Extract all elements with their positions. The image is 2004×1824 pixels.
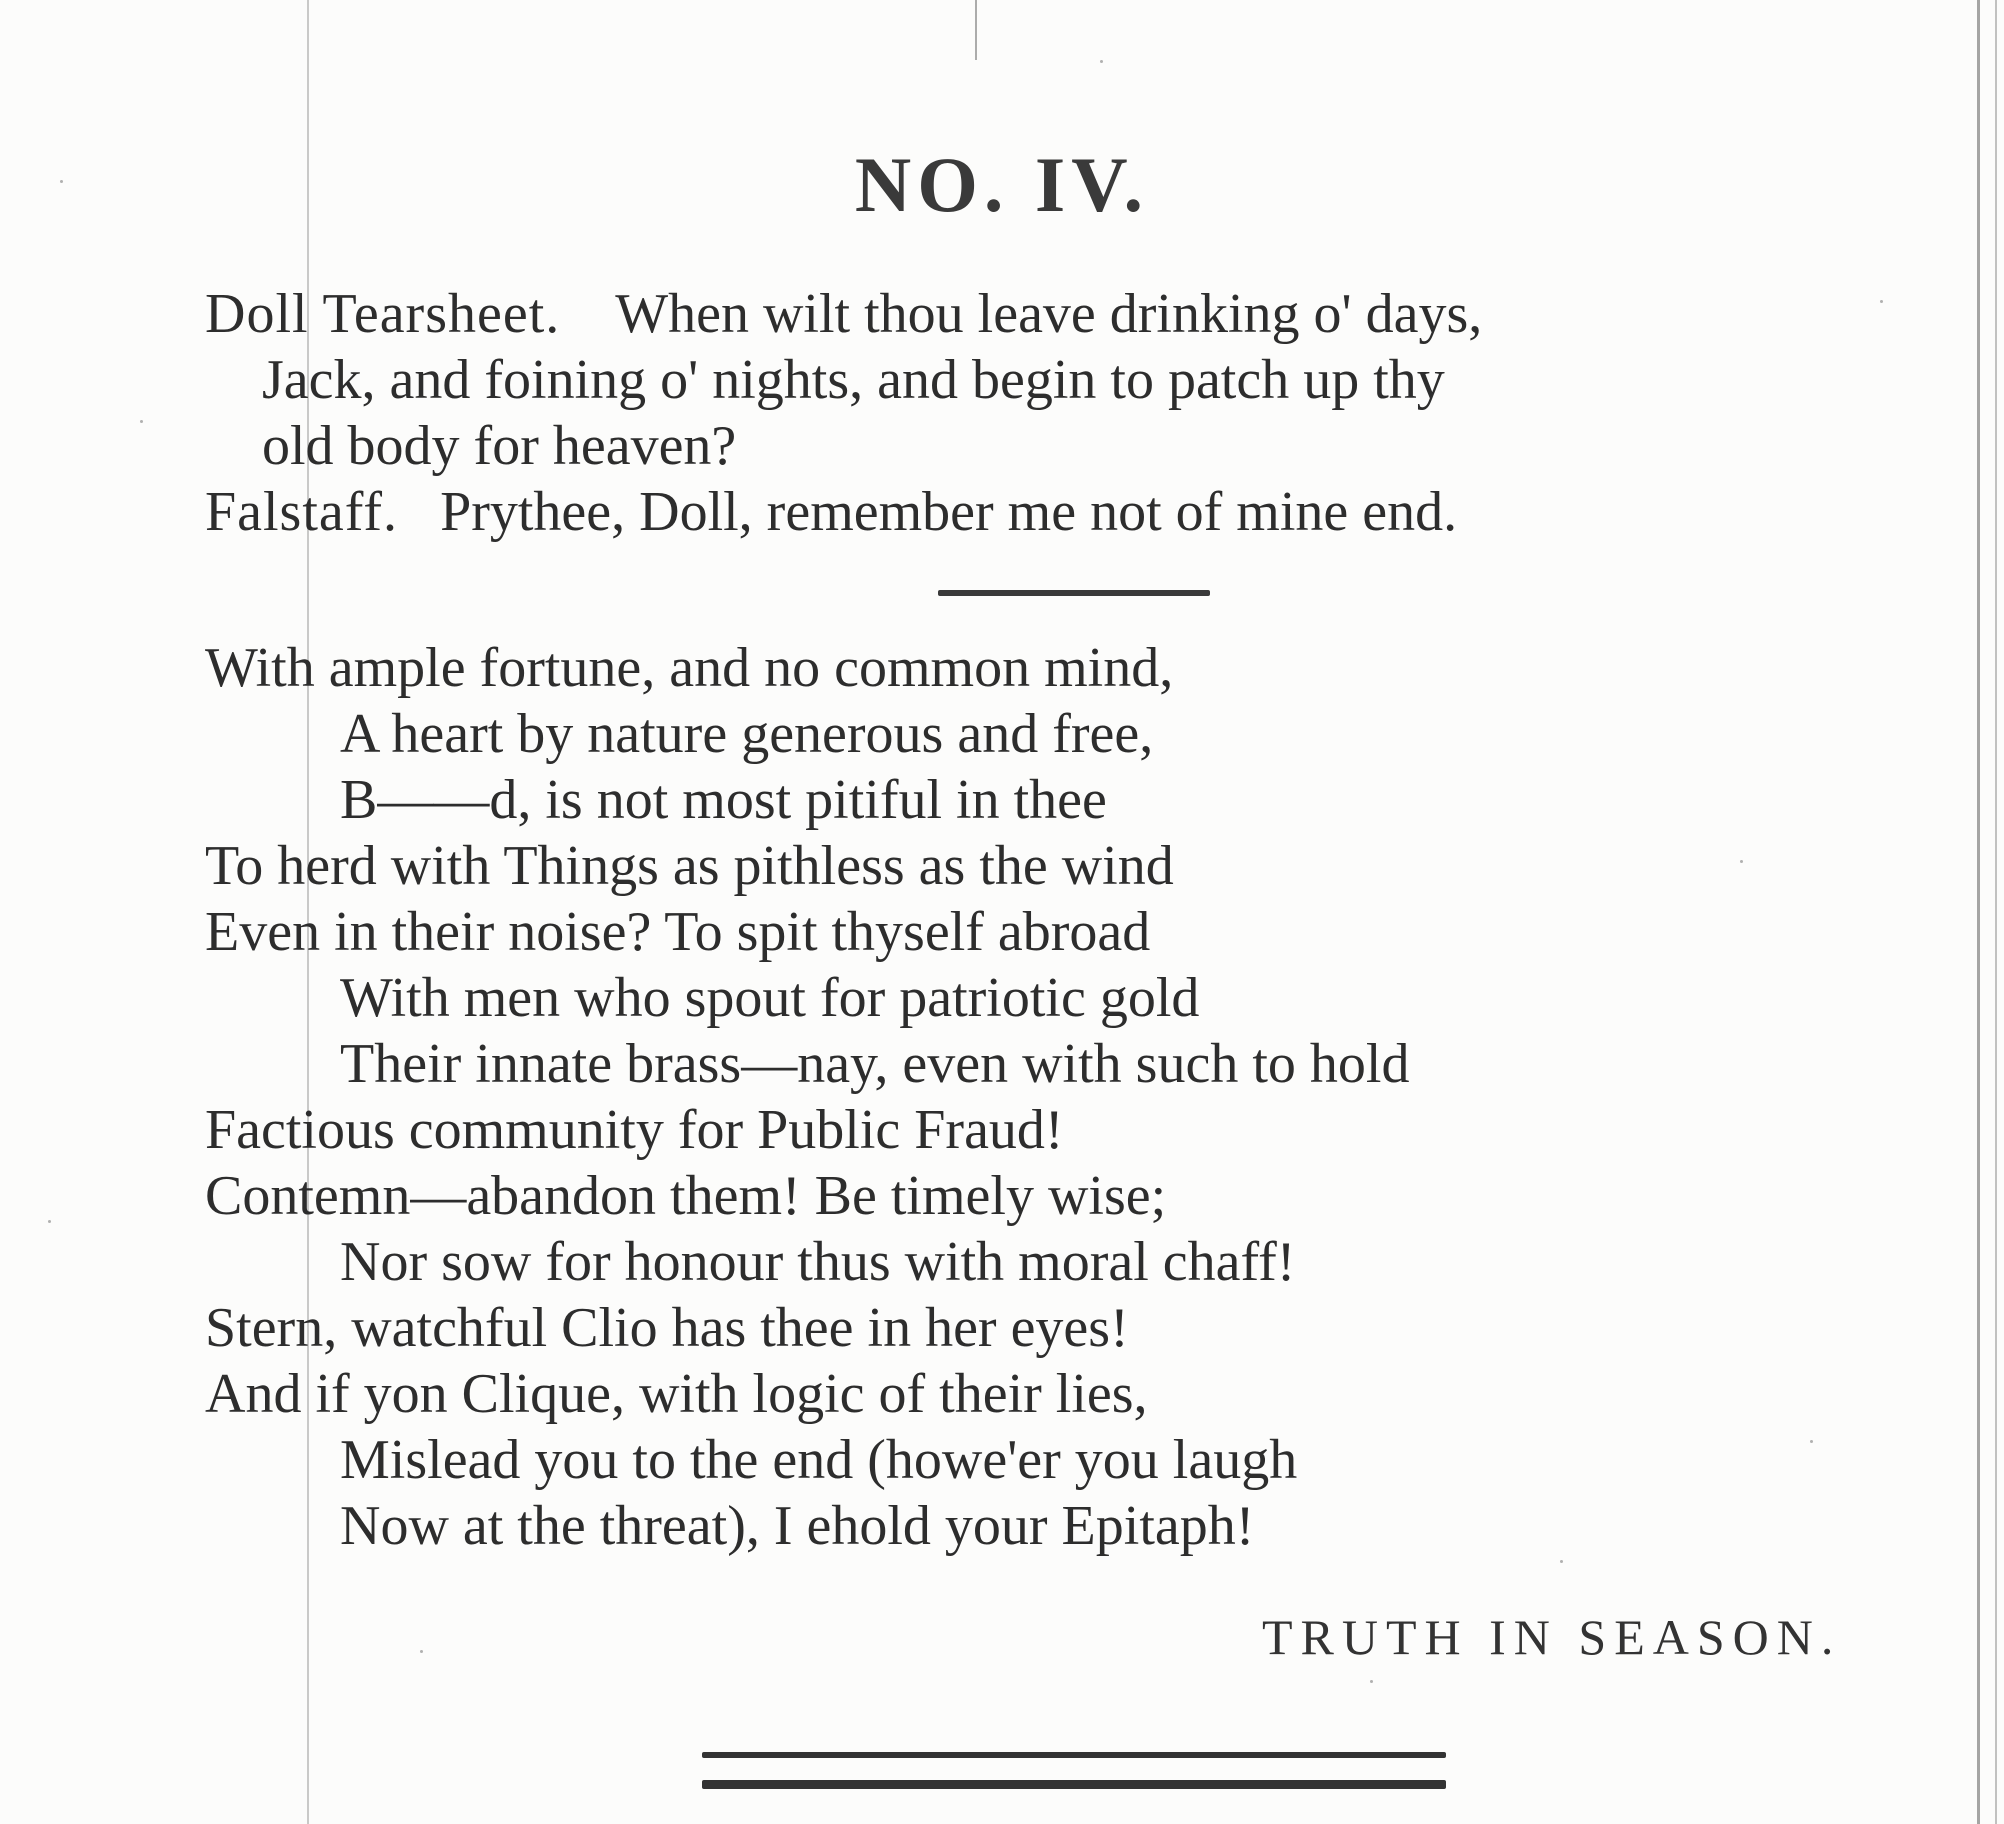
poem-line: Contemn—abandon them! Be timely wise; <box>205 1165 1167 1227</box>
epigraph-line <box>205 480 1457 544</box>
print-speck <box>140 420 143 423</box>
poem-line: Stern, watchful Clio has thee in her eyes! <box>205 1297 1129 1359</box>
poem-line: Nor sow for honour thus with moral chaff! <box>340 1231 1296 1293</box>
poem-line: B——d, is not most pitiful in thee <box>340 769 1107 831</box>
poem-number-heading: NO. IV. <box>854 141 1150 228</box>
epigraph-text: Jack, and foining o' nights, and begin to patch up thy <box>262 349 1445 411</box>
epigraph-text: When wilt thou leave drinking o' days, <box>615 283 1483 345</box>
print-speck <box>420 1650 423 1653</box>
closing-rule-thin <box>702 1752 1446 1758</box>
poem-line: With ample fortune, and no common mind, <box>205 637 1174 699</box>
epigraph-line <box>262 414 736 478</box>
epigraph-speaker: Falstaff. <box>205 481 399 543</box>
poem-line: Their innate brass—nay, even with such to hold <box>340 1033 1410 1095</box>
print-speck <box>1880 300 1883 303</box>
print-speck <box>1810 1440 1813 1443</box>
epigraph-text: Prythee, Doll, remember me not of mine end. <box>440 481 1458 543</box>
poem-line: To herd with Things as pithless as the wind <box>205 835 1174 897</box>
print-speck <box>1100 60 1103 63</box>
section-divider <box>938 590 1210 596</box>
print-speck <box>1740 860 1743 863</box>
poem-line: And if yon Clique, with logic of their lies, <box>205 1363 1148 1425</box>
poem-line: A heart by nature generous and free, <box>340 703 1154 765</box>
closing-rule-thick <box>702 1780 1446 1789</box>
page-edge <box>1995 0 1997 1824</box>
column-rule-top <box>975 0 977 60</box>
print-speck <box>60 180 63 183</box>
epigraph-line <box>262 348 1445 412</box>
column-rule-right <box>1977 0 1980 1824</box>
signature: TRUTH IN SEASON. <box>1262 1609 1842 1665</box>
poem-line: Now at the threat), I ehold your Epitaph! <box>340 1495 1255 1557</box>
poem-line: Even in their noise? To spit thyself abroad <box>205 901 1151 963</box>
epigraph-text: old body for heaven? <box>262 415 737 477</box>
poem-line: Factious community for Public Fraud! <box>205 1099 1064 1161</box>
print-speck <box>48 1220 51 1223</box>
print-speck <box>1560 1560 1563 1563</box>
epigraph-speaker: Doll Tearsheet. <box>205 283 561 345</box>
poem-line: With men who spout for patriotic gold <box>340 967 1200 1029</box>
print-speck <box>1370 1680 1373 1683</box>
poem-line: Mislead you to the end (howe'er you laugh <box>340 1429 1298 1491</box>
epigraph-line <box>205 282 1482 346</box>
